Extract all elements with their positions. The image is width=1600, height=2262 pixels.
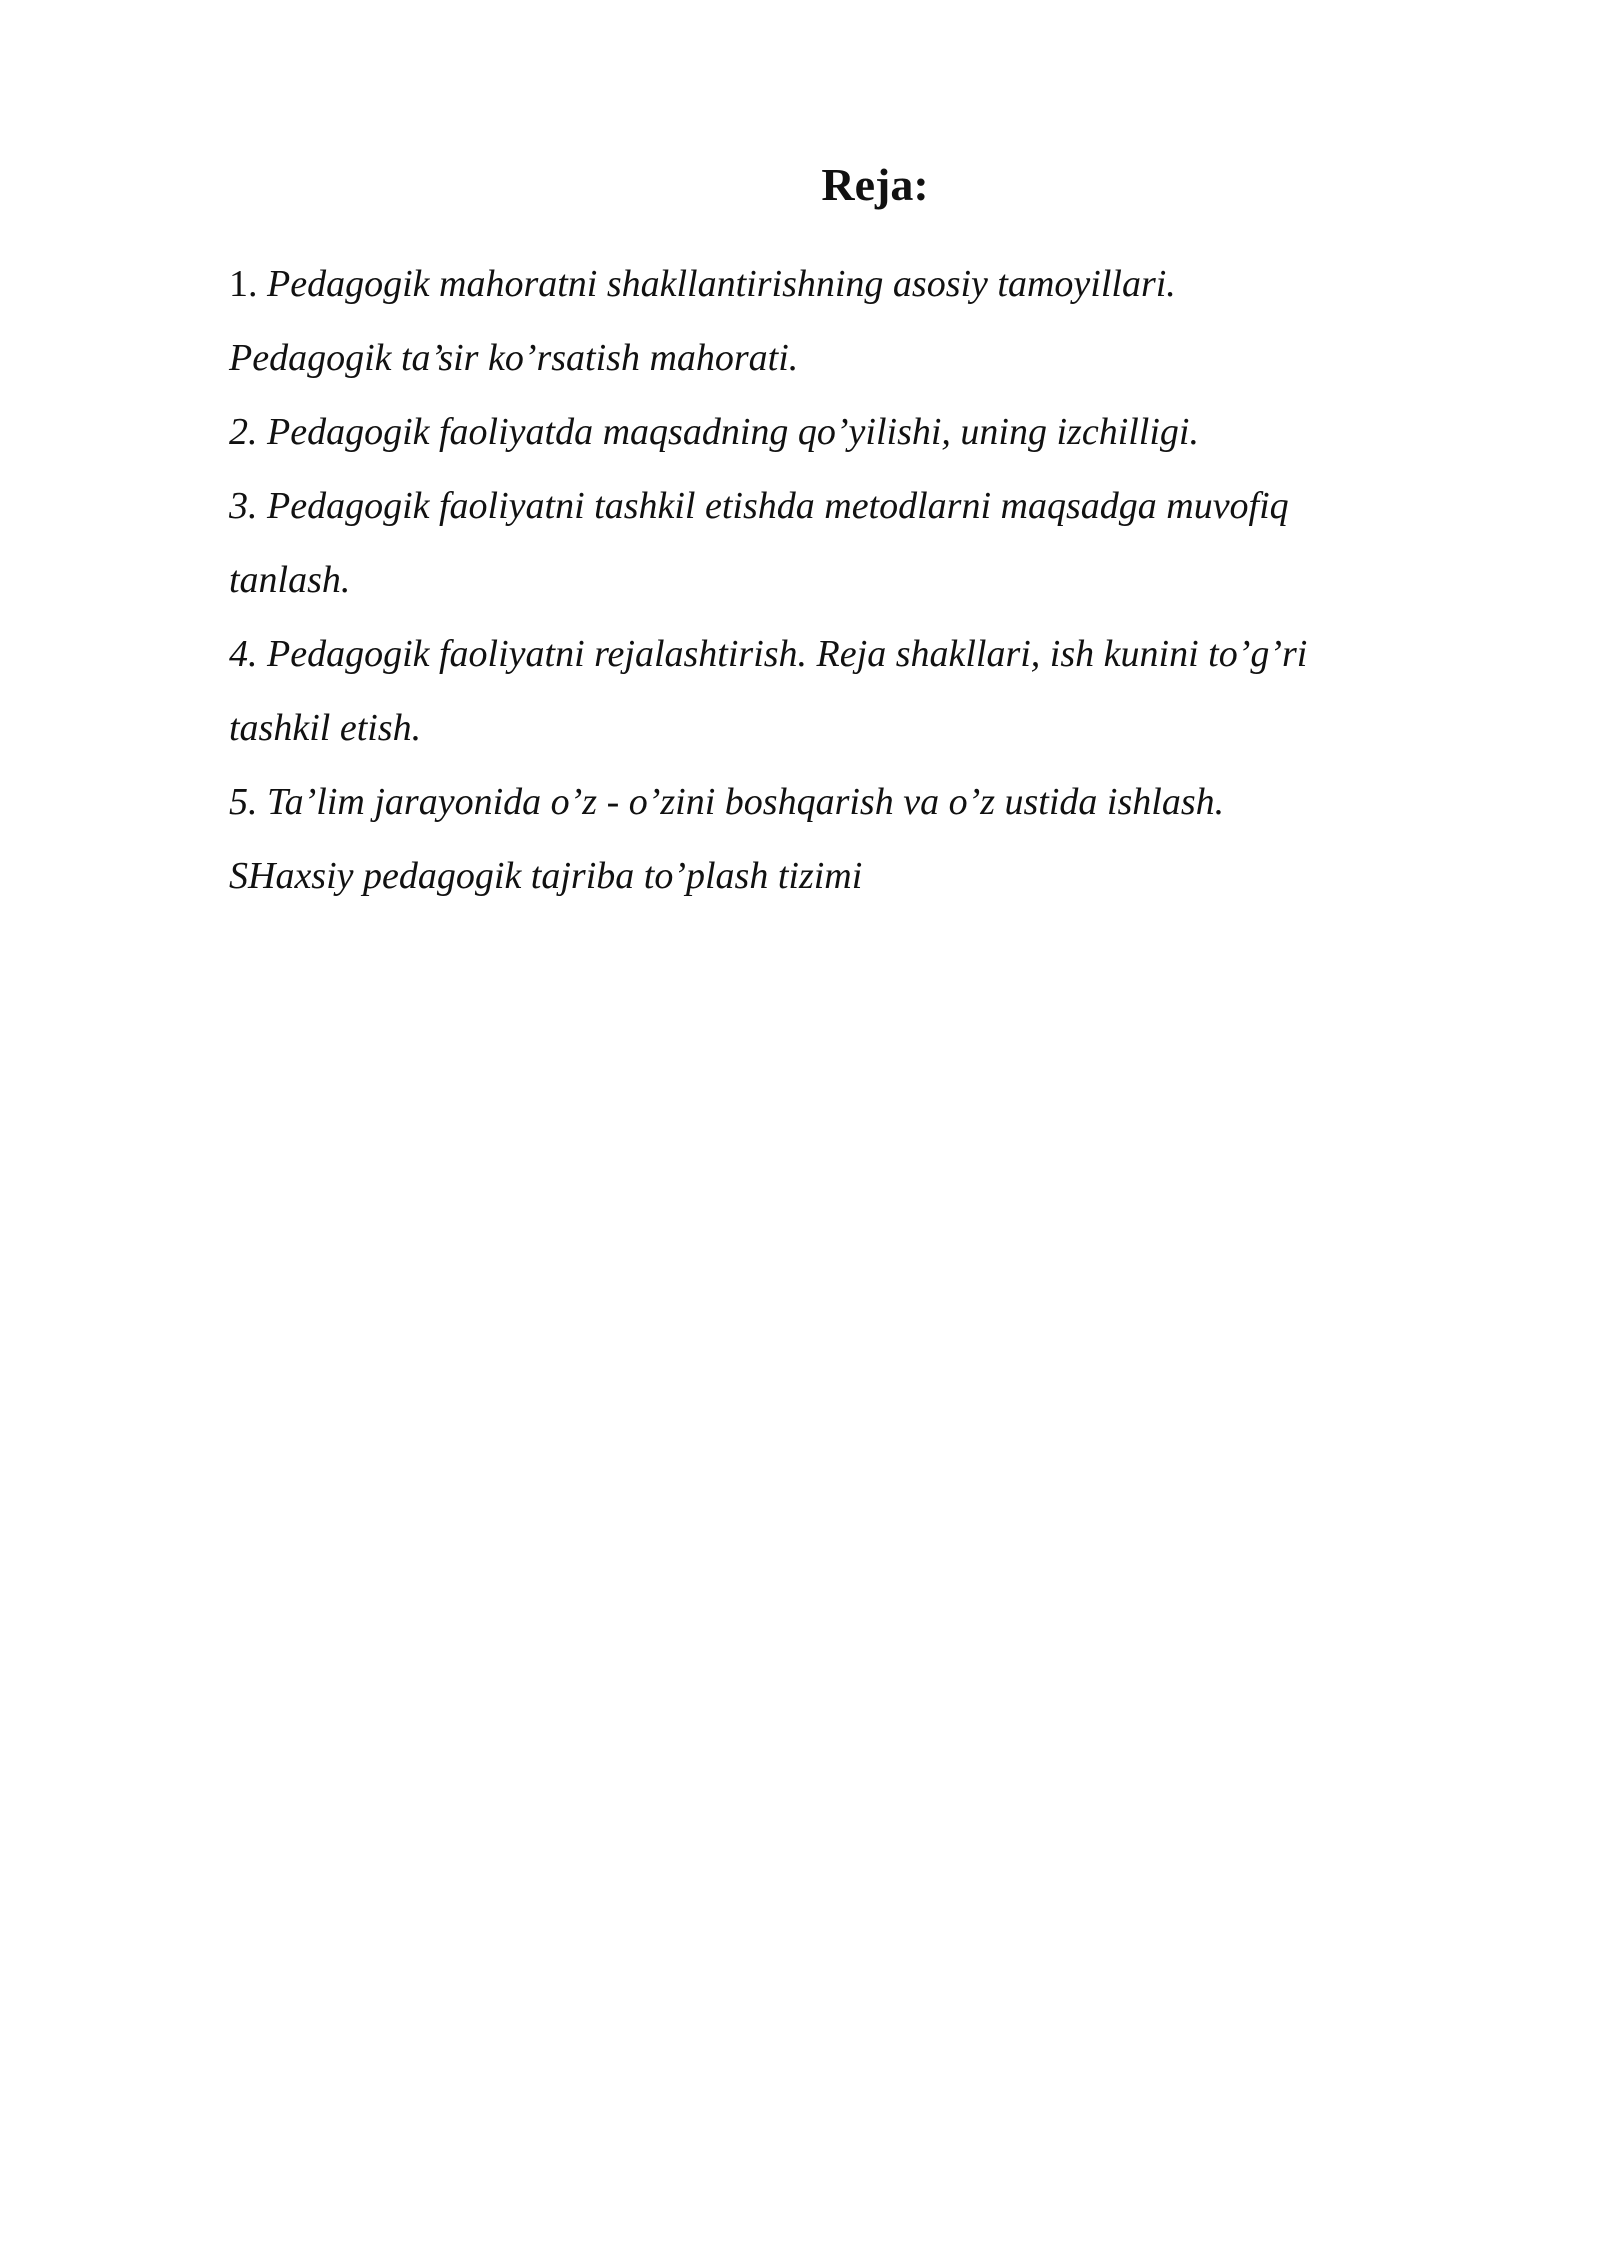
plan-item-3 (229, 469, 1529, 617)
plan-item-number: 3. (229, 485, 258, 527)
plan-item-4 (229, 617, 1529, 765)
plan-item-number: 1. (229, 263, 258, 305)
plan-item-4-line-2: tashkil etish. (229, 707, 422, 749)
plan-item-number: 2. (229, 411, 258, 453)
plan-item-text: Pedagogik faoliyatda maqsadning qo’yilishi, uning izchilligi. (267, 411, 1199, 453)
plan-item-1-line-1 (229, 247, 1529, 321)
plan-item-2-line-1 (229, 395, 1529, 469)
plan-item-5-line-2: SHaxsiy pedagogik tajriba to’plash tizimi (229, 855, 863, 897)
plan-item-number: 4. (229, 633, 258, 675)
plan-item-5 (229, 765, 1529, 913)
plan-item-5-line-1 (229, 765, 1529, 839)
plan-item-text: Pedagogik faoliyatni tashkil etishda metodlarni maqsadga muvofiq (267, 485, 1289, 527)
plan-item-2 (229, 395, 1529, 469)
plan-item-3-line-2: tanlash. (229, 559, 351, 601)
plan-item-text: Ta’lim jarayonida o’z - o’zini boshqarish va o’z ustida ishlash. (267, 781, 1225, 823)
plan-item-text: Pedagogik mahoratni shakllantirishning asosiy tamoyillari. (267, 263, 1176, 305)
plan-item-3-line-1 (229, 469, 1529, 543)
plan-list (229, 247, 1529, 913)
plan-heading: Reja: (821, 159, 929, 210)
plan-item-1-line-2: Pedagogik ta’sir ko’rsatish mahorati. (229, 337, 799, 379)
plan-item-1 (229, 247, 1529, 395)
plan-item-number: 5. (229, 781, 258, 823)
plan-item-text: Pedagogik faoliyatni rejalashtirish. Reja shakllari, ish kunini to’g’ri (267, 633, 1308, 675)
plan-item-4-line-1 (229, 617, 1529, 691)
